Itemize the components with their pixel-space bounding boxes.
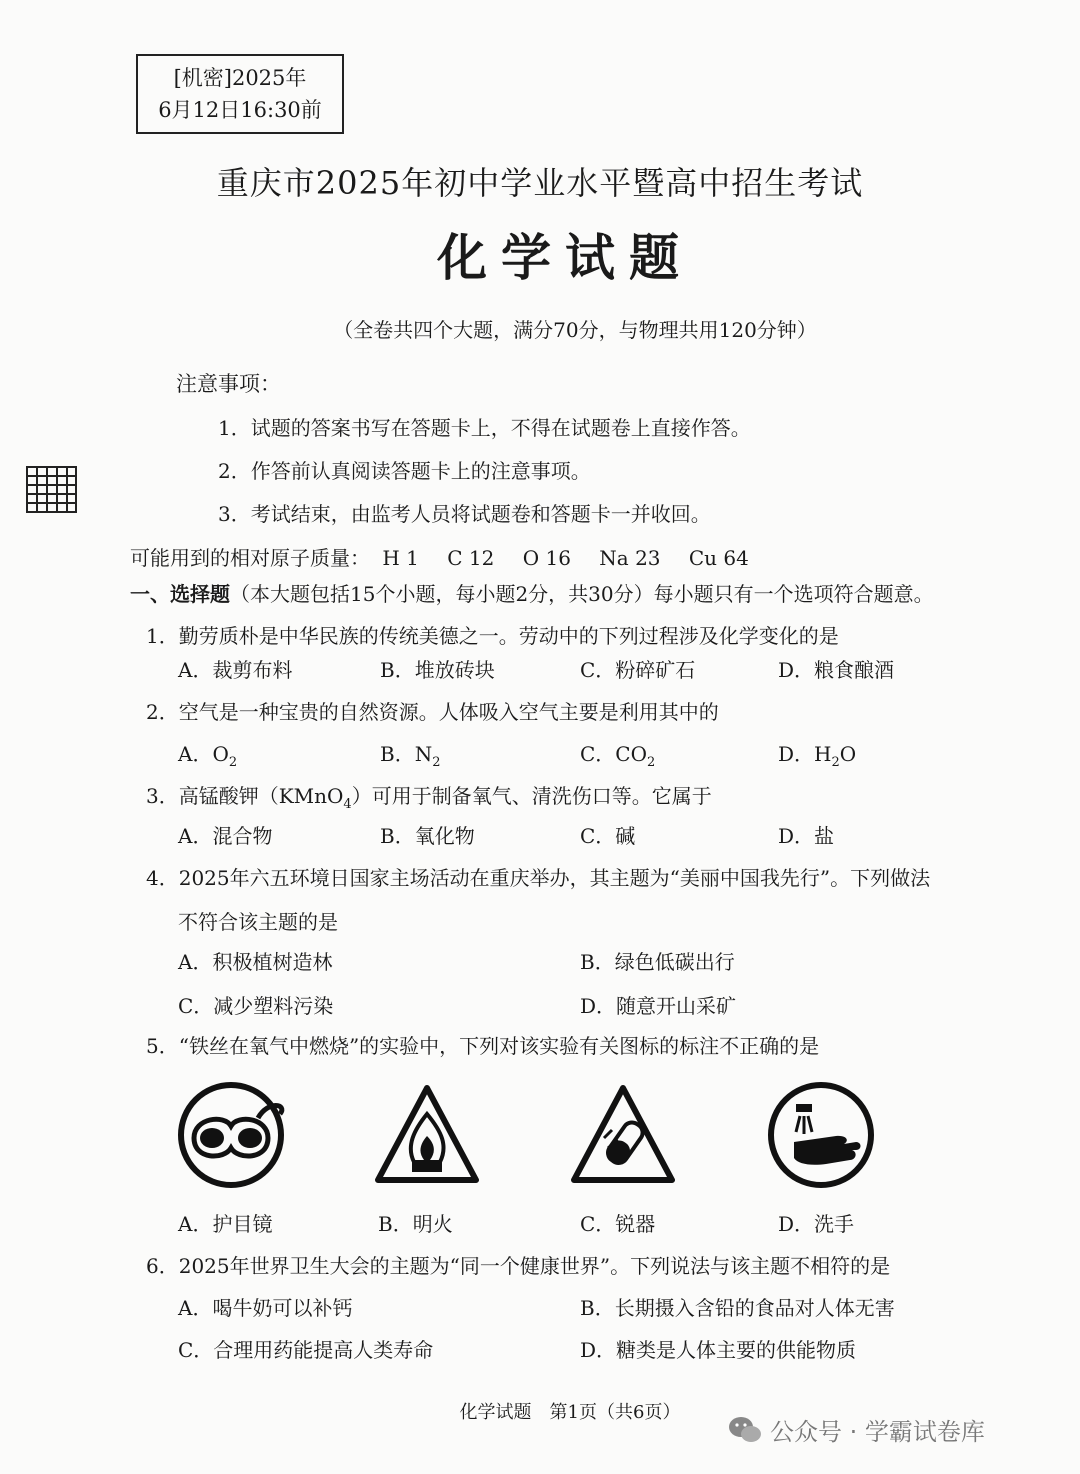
exam-title: 重庆市2025年初中学业水平暨高中招生考试 xyxy=(216,164,864,202)
option: B．长期摄入含铅的食品对人体无害 xyxy=(580,1296,895,1320)
atomic-mass: Cu 64 xyxy=(688,546,749,570)
option: B．绿色低碳出行 xyxy=(580,950,735,974)
section-title: 一、选择题 xyxy=(130,582,230,606)
confidential-line-2: 6月12日16:30前 xyxy=(158,98,322,122)
option: D．盐 xyxy=(778,824,835,848)
option: D．洗手 xyxy=(778,1212,855,1236)
option: C．合理用药能提高人类寿命 xyxy=(178,1338,434,1362)
goggles-icon xyxy=(176,1080,286,1190)
option: C．粉碎矿石 xyxy=(580,658,696,682)
option: A．裁剪布料 xyxy=(178,658,293,682)
sharp-object-icon xyxy=(568,1080,678,1190)
option: A．喝牛奶可以补钙 xyxy=(178,1296,353,1320)
question-stem: 4．2025年六五环境日国家主场活动在重庆举办，其主题为“美丽中国我先行”。下列做法 xyxy=(146,866,931,890)
page-footer: 化学试题 第1页（共6页） xyxy=(459,1402,681,1423)
question-stem-continued: 不符合该主题的是 xyxy=(178,910,338,934)
option: B．氧化物 xyxy=(380,824,475,848)
section-desc: （本大题包括15个小题，每小题2分，共30分）每小题只有一个选项符合题意。 xyxy=(230,582,934,606)
option: C．$CO_2$ xyxy=(580,742,656,770)
question-stem: 6．2025年世界卫生大会的主题为“同一个健康世界”。下列说法与该主题不相符的是 xyxy=(146,1254,891,1278)
option: A．积极植树造林 xyxy=(178,950,333,974)
option: D．糖类是人体主要的供能物质 xyxy=(580,1338,857,1362)
question-stem: 1．勤劳质朴是中华民族的传统美德之一。劳动中的下列过程涉及化学变化的是 xyxy=(146,624,839,648)
note-item: 1．试题的答案书写在答题卡上，不得在试题卷上直接作答。 xyxy=(218,416,751,440)
hand-wash-icon xyxy=(766,1080,876,1190)
atomic-mass: H 1 xyxy=(382,546,419,570)
option: D．$H_2O$ xyxy=(778,742,857,770)
option: D．随意开山采矿 xyxy=(580,994,737,1018)
question-stem: 2．空气是一种宝贵的自然资源。人体吸入空气主要是利用其中的 xyxy=(146,700,719,724)
atomic-masses xyxy=(130,542,771,571)
question-stem: 3．高锰酸钾（KMnO$_4$）可用于制备氧气、清洗伤口等。它属于 xyxy=(146,784,712,812)
option: A．护目镜 xyxy=(178,1212,273,1236)
watermark xyxy=(728,1412,985,1447)
note-item: 2．作答前认真阅读答题卡上的注意事项。 xyxy=(218,459,591,483)
open-flame-icon xyxy=(372,1080,482,1190)
option: B．明火 xyxy=(378,1212,453,1236)
question-stem: 5．“铁丝在氧气中燃烧”的实验中，下列对该实验有关图标的标注不正确的是 xyxy=(146,1034,820,1058)
wechat-icon xyxy=(728,1415,762,1445)
option: A．$O_2$ xyxy=(178,742,238,770)
option: B．堆放砖块 xyxy=(380,658,495,682)
option: C．锐器 xyxy=(580,1212,656,1236)
grid-icon xyxy=(26,466,77,513)
option: A．混合物 xyxy=(178,824,273,848)
note-item: 3．考试结束，由监考人员将试题卷和答题卡一并收回。 xyxy=(218,502,711,526)
atomic-masses-label: 可能用到的相对原子质量： xyxy=(130,546,370,570)
confidential-line-1: [机密]2025年 xyxy=(173,66,307,90)
notes-title: 注意事项： xyxy=(176,372,281,396)
option: C．碱 xyxy=(580,824,636,848)
option: B．$N_2$ xyxy=(380,742,441,770)
watermark-text: 公众号 · 学霸试卷库 xyxy=(770,1418,985,1446)
atomic-mass: Na 23 xyxy=(599,546,661,570)
atomic-mass: O 16 xyxy=(522,546,571,570)
exam-info: （全卷共四个大题，满分70分，与物理共用120分钟） xyxy=(333,318,817,342)
section-heading xyxy=(130,578,934,607)
option: D．粮食酿酒 xyxy=(778,658,895,682)
atomic-mass: C 12 xyxy=(447,546,495,570)
option: C．减少塑料污染 xyxy=(178,994,334,1018)
subject-title: 化学试题 xyxy=(437,228,693,287)
confidential-box xyxy=(136,54,344,134)
